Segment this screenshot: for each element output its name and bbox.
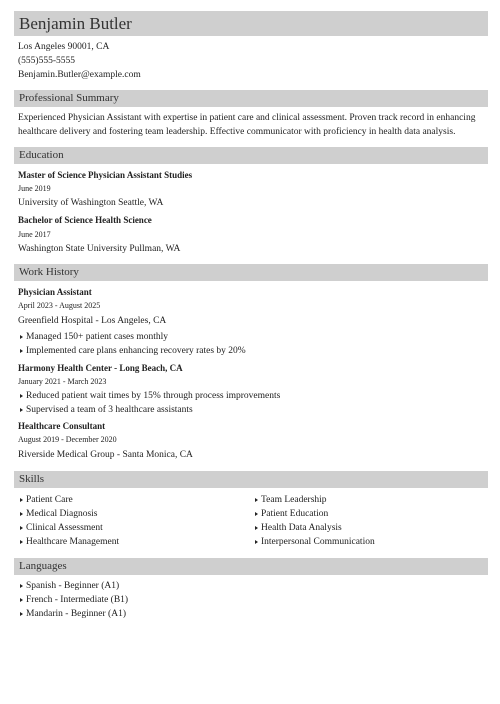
education-date: June 2019 (18, 184, 51, 193)
job-dates: April 2023 - August 2025 (18, 301, 101, 310)
skill-item: Patient Education (261, 509, 329, 519)
bullet-icon (255, 526, 258, 530)
name-banner (14, 11, 488, 36)
skill-item: Health Data Analysis (261, 523, 342, 533)
skill-item: Team Leadership (261, 495, 327, 505)
skill-item: Medical Diagnosis (26, 509, 98, 519)
job-employer: Riverside Medical Group - Santa Monica, CA (18, 450, 193, 460)
skill-item: Healthcare Management (26, 537, 120, 547)
education-school: University of Washington Seattle, WA (18, 198, 164, 208)
languages-heading: Languages (14, 558, 488, 575)
bullet-icon (20, 598, 23, 602)
phone: (555)555-5555 (18, 56, 75, 66)
address: Los Angeles 90001, CA (18, 42, 110, 52)
job-bullet: Reduced patient wait times by 15% through process improvements (26, 391, 281, 401)
bullet-icon (20, 512, 23, 516)
job-title: Healthcare Consultant (18, 421, 106, 431)
bullet-icon (20, 349, 23, 353)
bullet-icon (255, 498, 258, 502)
education-heading: Education (14, 147, 488, 164)
job-dates: January 2021 - March 2023 (18, 377, 107, 386)
job-title: Physician Assistant (18, 287, 92, 297)
bullet-icon (20, 408, 23, 412)
bullet-icon (20, 335, 23, 339)
job-bullet: Managed 150+ patient cases monthly (26, 332, 169, 342)
bullet-icon (255, 512, 258, 516)
summary-heading: Professional Summary (14, 90, 488, 107)
language-item: Mandarin - Beginner (A1) (26, 609, 126, 619)
job-bullet: Implemented care plans enhancing recovery rates by 20% (26, 346, 246, 356)
job-title: Harmony Health Center - Long Beach, CA (18, 363, 183, 373)
bullet-icon (20, 540, 23, 544)
job-bullet: Supervised a team of 3 healthcare assistants (26, 405, 193, 415)
job-employer: Greenfield Hospital - Los Angeles, CA (18, 316, 167, 326)
skill-item: Patient Care (26, 495, 73, 505)
bullet-icon (20, 612, 23, 616)
bullet-icon (20, 526, 23, 530)
skill-item: Clinical Assessment (26, 523, 103, 533)
work-heading: Work History (14, 264, 488, 281)
bullet-icon (255, 540, 258, 544)
language-item: French - Intermediate (B1) (26, 595, 129, 605)
skills-heading: Skills (14, 471, 488, 488)
education-school: Washington State University Pullman, WA (18, 244, 181, 254)
bullet-icon (20, 584, 23, 588)
language-item: Spanish - Beginner (A1) (26, 581, 120, 591)
job-dates: August 2019 - December 2020 (18, 435, 117, 444)
skill-item: Interpersonal Communication (261, 537, 375, 547)
bullet-icon (20, 498, 23, 502)
candidate-name: Benjamin Butler (19, 14, 132, 33)
summary-text: Experienced Physician Assistant with expertise in patient care and clinical assessment. Proven track record in enhancing healthcare delivery and fostering team leadership. Effective communicator with proficiency in health data analysis. (18, 113, 476, 137)
education-degree: Master of Science Physician Assistant Studies (18, 170, 193, 180)
bullet-icon (20, 394, 23, 398)
email: Benjamin.Butler@example.com (18, 70, 141, 80)
education-date: June 2017 (18, 230, 51, 239)
education-degree: Bachelor of Science Health Science (18, 215, 152, 225)
